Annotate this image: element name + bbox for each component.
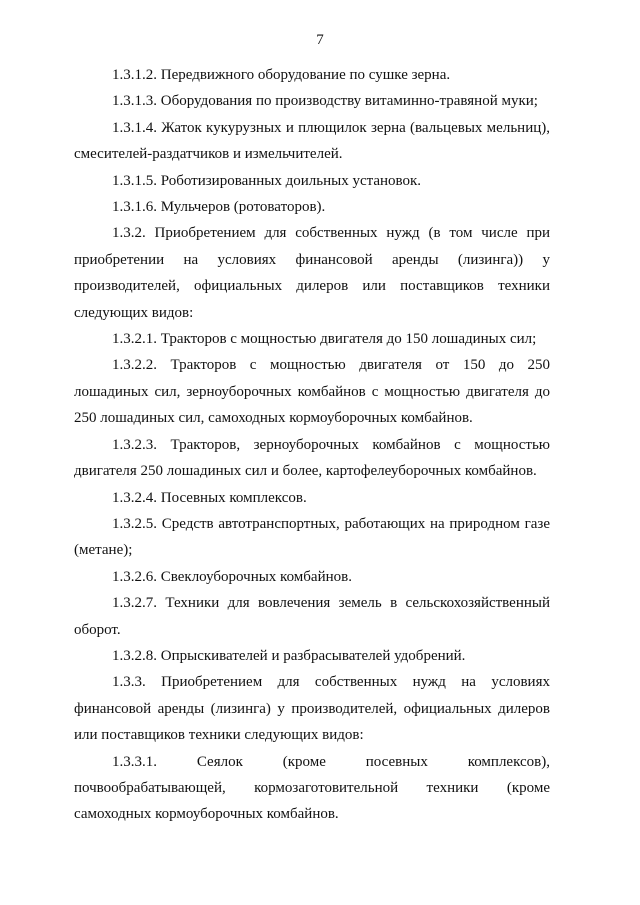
page-number: 7 [316, 32, 324, 48]
paragraph-1-3-1-5: 1.3.1.5. Роботизированных доильных установок. [112, 172, 422, 189]
paragraph-1-3-1-2: 1.3.1.2. Передвижного оборудование по сушке зерна. [112, 67, 451, 83]
paragraph-1-3-3-1: 1.3.3.1. Сеялок (кроме посевных комплексов), почвообрабатывающей, кормозаготовительной техники (кроме самоходных кормоуборочных комбайнов. [74, 753, 550, 823]
document-body [74, 62, 550, 828]
paragraph-1-3-2-3: 1.3.2.3. Тракторов, зерноуборочных комбайнов с мощностью двигателя 250 лошадиных сил и более, картофелеуборочных комбайнов. [74, 436, 550, 480]
paragraph-1-3-2-7: 1.3.2.7. Техники для вовлечения земель в сельскохозяйственный оборот. [74, 595, 550, 638]
paragraph-1-3-2-1: 1.3.2.1. Тракторов с мощностью двигателя до 150 лошадиных сил; [112, 331, 537, 348]
paragraph-1-3-1-4: 1.3.1.4. Жаток кукурузных и плющилок зерна (вальцевых мельниц), смесителей-раздатчиков и измельчителей. [74, 119, 550, 163]
paragraph-1-3-1-3: 1.3.1.3. Оборудования по производству витаминно-травяной муки; [112, 93, 538, 110]
paragraph-1-3-2-8: 1.3.2.8. Опрыскивателей и разбрасывателей удобрений. [112, 647, 466, 664]
paragraph-1-3-3: 1.3.3. Приобретением для собственных нужд на условиях финансовой аренды (лизинга) у производителей, официальных дилеров или поставщиков техники следующих видов: [74, 674, 550, 744]
paragraph-1-3-1-6: 1.3.1.6. Мульчеров (ротоваторов). [112, 199, 326, 216]
paragraph-1-3-2-5: 1.3.2.5. Средств автотранспортных, работающих на природном газе (метане); [74, 515, 550, 559]
paragraph-1-3-2: 1.3.2. Приобретением для собственных нужд (в том числе при приобретении на условиях финансовой аренды (лизинга)) у производителей, официальных дилеров или поставщиков техники следующих видов: [74, 225, 550, 321]
paragraph-1-3-2-4: 1.3.2.4. Посевных комплексов. [112, 489, 307, 506]
paragraph-1-3-2-2: 1.3.2.2. Тракторов с мощностью двигателя от 150 до 250 лошадиных сил, зерноуборочных комбайнов с мощностью двигателя до 250 лошадиных сил, самоходных кормоуборочных комбайнов. [74, 357, 550, 427]
paragraph-1-3-2-6: 1.3.2.6. Свеклоуборочных комбайнов. [112, 568, 352, 585]
